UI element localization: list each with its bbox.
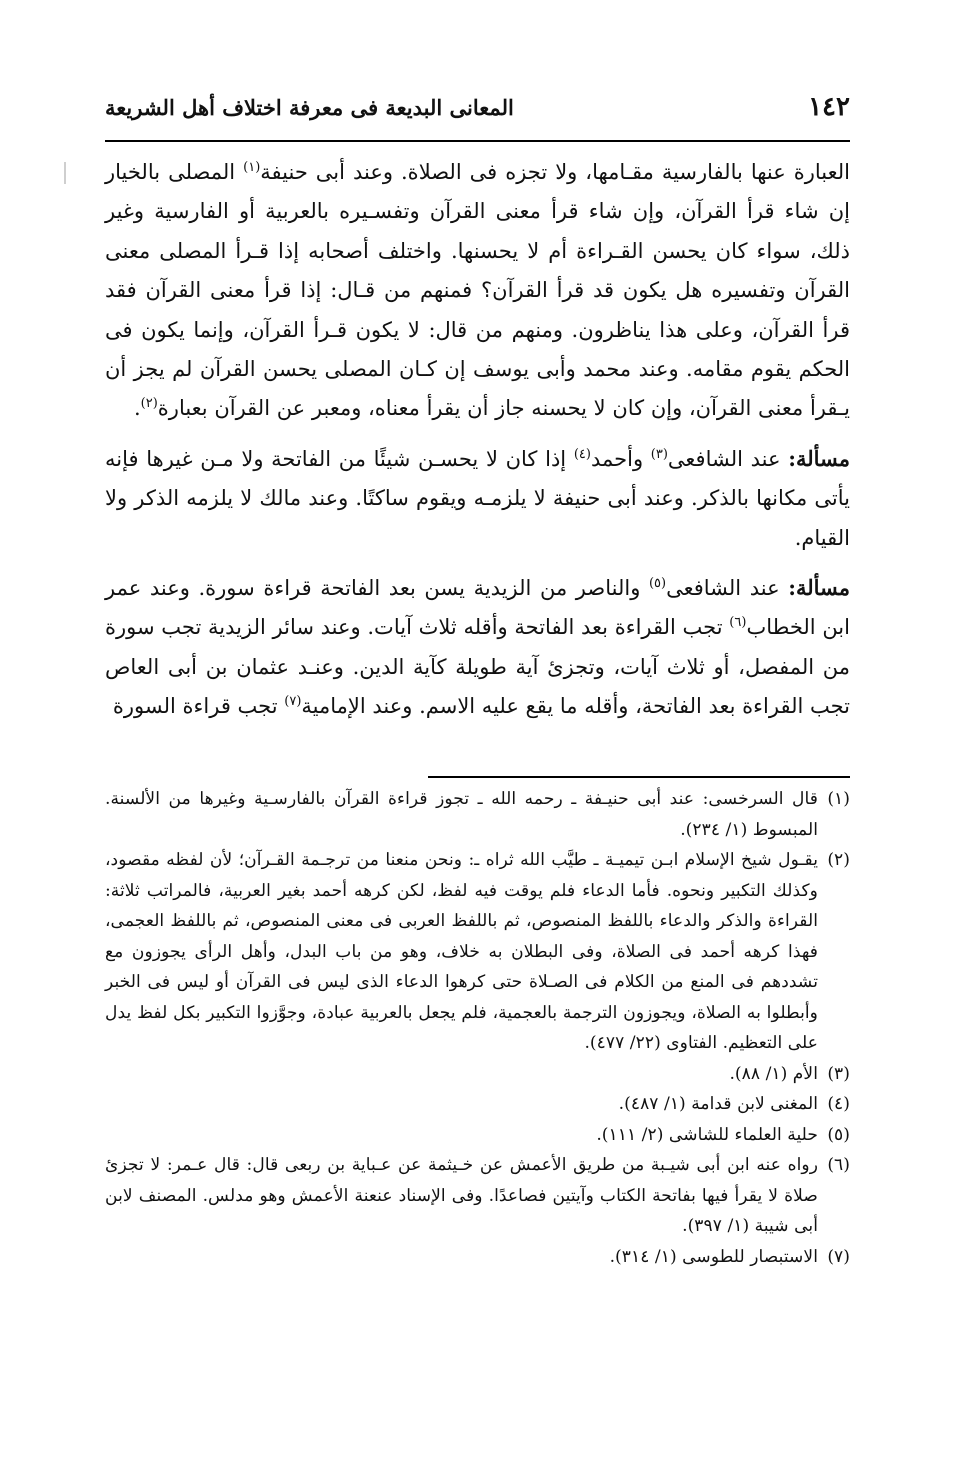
footnote-text: الأم (١/ ٨٨). [729,1063,818,1084]
paragraph-text: المصلى بالخيار إن شاء قرأ القرآن، وإن شاء قرأ معنى القرآن وتفسـيره بالعربية أو الفارسية وغير ذلك، سواء كان يحسن القـراءة أم لا يحسنها. واختلف أصحابه إذا قـرأ المصلى معنى القرآن وتفسيره هل يكون قد قرأ القرآن؟ فمنهم من قـال: إذا قرأ معنى القرآن فقد قرأ القرآن، وعلى هذا يناظرون. ومنهم من قال: لا يكون قـرأ القرآن، وإنما يكون فى الحكم يقوم مقامه. وعند محمد وأبى يوسف إن كـان المصلى يحسن القرآن لم يجز أن يـقرأ معنى القرآن، وإن كان لا يحسنه جاز أن يقرأ معناه، ومعبر عن القرآن بعبارة [105,160,850,421]
footnote-number: (٣) [827,1063,850,1084]
footnote-ref: (١) [243,160,261,175]
footnote-text: يقـول شيخ الإسلام ابـن تيميـة ـ طيَّب الله ثراه ـ: ونحن منعنا من ترجـمة القـرآن؛ لأن لفظه مقصود، وكذلك التكبير ونحوه. فأما الدعاء فلم يوقت فيه لفظ، لكن كرهه أحمد بغير العربية، فالمراتب ثلاثة: القراءة والذكر والدعاء باللفظ المنصوص، ثم باللفظ العربى فى معنى المنصوص، ثم باللفظ العجمى، فهذا كرهه أحمد فى الصلاة، وفى البطلان به خلاف، وهو من باب البدل، وأهل الرأى يجوزون مع تشددهم فى المنع من الكلام فى الصـلاة حتى كرهوا الدعاء الذى ليس فى القرآن أو ليس فى الخبر وأبطلوا به الصلاة، ويجوزون الترجمة بالعجمية، فلم يجعل بالعربية عبادة، وجوَّزوا التكبير بكل لفظ يدل على التعظيم. الفتاوى (٢٢/ ٤٧٧). [105,850,818,1053]
footnote [105,1059,850,1090]
issue-label: مسألة: [788,575,851,601]
footnote-text: قال السرخسى: عند أبى حنيـفة ـ رحمه الله ـ تجوز قراءة القرآن بالفارسـية وغيرها من الألسنة. المبسوط (١/ ٢٣٤). [105,789,818,840]
footnote [105,1242,850,1273]
issue-label: مسألة: [788,445,851,471]
footnote [105,1120,850,1151]
footnote-ref: (٤) [573,446,591,462]
footnote-separator [428,776,850,778]
footnote-ref: (٧) [284,694,302,710]
footnote-number: (٧) [827,1246,850,1267]
footnote-number: (١) [827,789,850,809]
footnote-number: (٤) [827,1094,850,1114]
scan-artifact [64,162,66,184]
footnote [105,1150,850,1242]
paragraph-text: . [133,396,141,421]
footnote-number: (٢) [827,850,850,870]
paragraph [105,568,850,727]
main-text [105,153,850,737]
paragraph-text: إذا كان لا يحسـن شيئًا من الفاتحة ولا مـن غيرها فإنه يأتى مكانها بالذكر. وعند أبى حنيفة لا يلزمـه ويقوم ساكتًا. وعند مالك لا يلزمه الذكر ولا القيام. [105,446,850,550]
footnote-text: الاستبصار للطوسى (١/ ٣١٤). [609,1246,818,1267]
footnote-text: حلية العلماء للشاشى (٢/ ١١١). [596,1124,818,1145]
paragraph-text: عند الشافعى [666,576,789,601]
paragraph-text: تجب قراءة السورة [112,694,285,719]
header-rule [105,140,850,142]
footnote [105,1089,850,1120]
paragraph-text: العبارة عنها بالفارسية مقـامها، ولا تجزه فى الصلاة. وعند أبى حنيفة [260,160,851,184]
footnote-ref: (٣) [650,446,668,462]
paragraph-text: والناصر من الزيدية يسن بعد الفاتحة قراءة سورة. وعند عمر ابن الخطاب [105,576,850,640]
paragraph-text: تجب القراءة بعد الفاتحة وأقله ثلاث آيات. وعند سائر الزيدية تجب سورة من المفصل، أو ثلاث آيات، وتجزئ آية طويلة كآية الدين. وعنـد عثمان بن أبى العاص تجب القراءة بعد الفاتحة، وأقله ما يقع عليه الاسم. وعند الإمامية [105,615,850,719]
running-title: المعانى البديعة فى معرفة اختلاف أهل الشريعة [105,94,514,120]
footnotes [105,784,850,1272]
page-number: ١٤٢ [808,92,850,122]
paragraph [105,153,850,429]
footnote-ref: (٦) [729,615,747,631]
footnote-ref: (٢) [140,396,158,412]
footnote [105,784,850,845]
paragraph-text: عند الشافعى [667,446,789,471]
footnote-number: (٦) [827,1155,850,1175]
footnote-number: (٥) [827,1124,850,1145]
footnote-text: المغنى لابن قدامة (١/ ٤٨٧). [618,1094,818,1114]
footnote-ref: (٥) [648,576,667,592]
page-header [105,92,850,122]
paragraph-text: وأحمد [590,446,651,471]
footnote-text: رواه عنه ابن أبى شيـبة من طريق الأعمش عن خـيثمة عن عـباية بن ربعى قال: قال عـمر: لا تجزئ صلاة لا يقرأ فيها بفاتحة الكتاب وآيتين فصاعدًا. وفى الإسناد عنعنة الأعمش وهو مدلس. المصنف لابن أبى شيبة (١/ ٣٩٧). [105,1155,818,1236]
paragraph [105,439,850,558]
footnote [105,845,850,1059]
